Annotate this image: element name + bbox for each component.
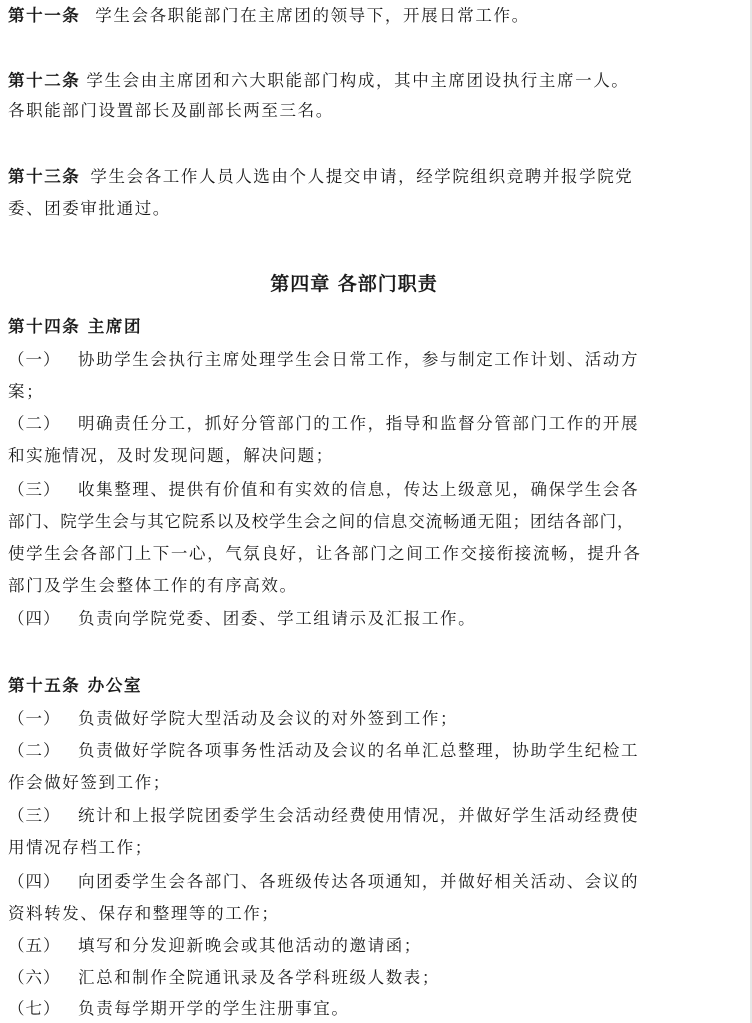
article-15-heading: 第十五条 办公室 bbox=[8, 676, 143, 695]
a14-item-1-text-1: 协助学生会执行主席处理学生会日常工作，参与制定工作计划、活动方 bbox=[78, 350, 640, 369]
article-11 bbox=[8, 5, 530, 27]
article-13-line-1 bbox=[8, 166, 633, 188]
a14-item-4-line-1 bbox=[8, 608, 476, 630]
a14-item-3-text-2: 部门、院学生会与其它院系以及校学生会之间的信息交流畅通无阻；团结各部门， bbox=[8, 512, 635, 531]
a14-item-2-text-1: 明确责任分工，抓好分管部门的工作，指导和监督分管部门工作的开展 bbox=[78, 414, 640, 433]
a15-item-5-num: （五） bbox=[8, 936, 61, 955]
a15-item-3-text-2: 用情况存档工作； bbox=[8, 838, 153, 857]
a15-item-2-num: （二） bbox=[8, 741, 61, 760]
a15-item-6-text-1: 汇总和制作全院通讯录及各学科班级人数表； bbox=[78, 968, 440, 987]
a14-item-2-num: （二） bbox=[8, 414, 61, 433]
article-11-title: 第十一条 bbox=[8, 6, 81, 25]
a14-item-3-line-1 bbox=[8, 479, 639, 501]
a15-item-2-text-2: 作会做好签到工作； bbox=[8, 773, 171, 792]
a15-item-7-num: （七） bbox=[8, 999, 61, 1018]
chapter-4-title: 第四章 各部门职责 bbox=[270, 273, 438, 295]
article-13-text-2: 委、团委审批通过。 bbox=[8, 199, 171, 218]
a15-item-4-line-1 bbox=[8, 871, 639, 893]
article-11-text: 学生会各职能部门在主席团的领导下，开展日常工作。 bbox=[95, 6, 530, 25]
a15-item-2-line-1 bbox=[8, 740, 639, 762]
a15-item-1-line-1 bbox=[8, 708, 458, 730]
a15-item-2-text-1: 负责做好学院各项事务性活动及会议的名单汇总整理，协助学生纪检工 bbox=[78, 741, 640, 760]
a15-item-5-line-1 bbox=[8, 935, 422, 957]
a15-item-4-text-2: 资料转发、保存和整理等的工作； bbox=[8, 904, 280, 923]
a15-item-1-text-1: 负责做好学院大型活动及会议的对外签到工作； bbox=[78, 709, 459, 728]
a15-item-5-text-1: 填写和分发迎新晚会或其他活动的邀请函； bbox=[78, 936, 422, 955]
a15-item-4-num: （四） bbox=[8, 872, 61, 891]
a14-item-1-line-1 bbox=[8, 349, 639, 371]
a14-item-3-num: （三） bbox=[8, 480, 61, 499]
a14-item-1-text-2: 案； bbox=[8, 382, 45, 401]
a14-item-3-text-3: 使学生会各部门上下一心，气氛良好，让各部门之间工作交接衔接流畅，提升各 bbox=[8, 544, 642, 563]
a14-item-2-text-2: 和实施情况，及时发现问题，解决问题； bbox=[8, 446, 334, 465]
a15-item-3-num: （三） bbox=[8, 806, 61, 825]
a15-item-3-text-1: 统计和上报学院团委学生会活动经费使用情况，并做好学生活动经费使 bbox=[78, 806, 640, 825]
a14-item-2-line-1 bbox=[8, 413, 639, 435]
article-13-title: 第十三条 bbox=[8, 167, 81, 186]
a14-item-4-text-1: 负责向学院党委、团委、学工组请示及汇报工作。 bbox=[78, 609, 477, 628]
article-14-heading: 第十四条 主席团 bbox=[8, 317, 143, 336]
a15-item-7-line-1 bbox=[8, 998, 350, 1020]
a15-item-4-text-1: 向团委学生会各部门、各班级传达各项通知，并做好相关活动、会议的 bbox=[78, 872, 640, 891]
article-13-text-1: 学生会各工作人员人选由个人提交申请，经学院组织竞聘并报学院党 bbox=[90, 167, 634, 186]
article-12-text-1: 学生会由主席团和六大职能部门构成，其中主席团设执行主席一人。 bbox=[86, 71, 630, 90]
a15-item-6-line-1 bbox=[8, 967, 440, 989]
a14-item-4-num: （四） bbox=[8, 609, 61, 628]
a15-item-3-line-1 bbox=[8, 805, 639, 827]
a15-item-6-num: （六） bbox=[8, 968, 61, 987]
a15-item-1-num: （一） bbox=[8, 709, 61, 728]
article-12-line-1 bbox=[8, 70, 629, 92]
a14-item-1-num: （一） bbox=[8, 350, 61, 369]
a14-item-3-text-4: 部门及学生会整体工作的有序高效。 bbox=[8, 576, 298, 595]
article-12-text-2: 各职能部门设置部长及副部长两至三名。 bbox=[8, 101, 334, 120]
a14-item-3-text-1: 收集整理、提供有价值和有实效的信息，传达上级意见，确保学生会各 bbox=[78, 480, 640, 499]
a15-item-7-text-1: 负责每学期开学的学生注册事宜。 bbox=[78, 999, 350, 1018]
article-12-title: 第十二条 bbox=[8, 71, 81, 90]
